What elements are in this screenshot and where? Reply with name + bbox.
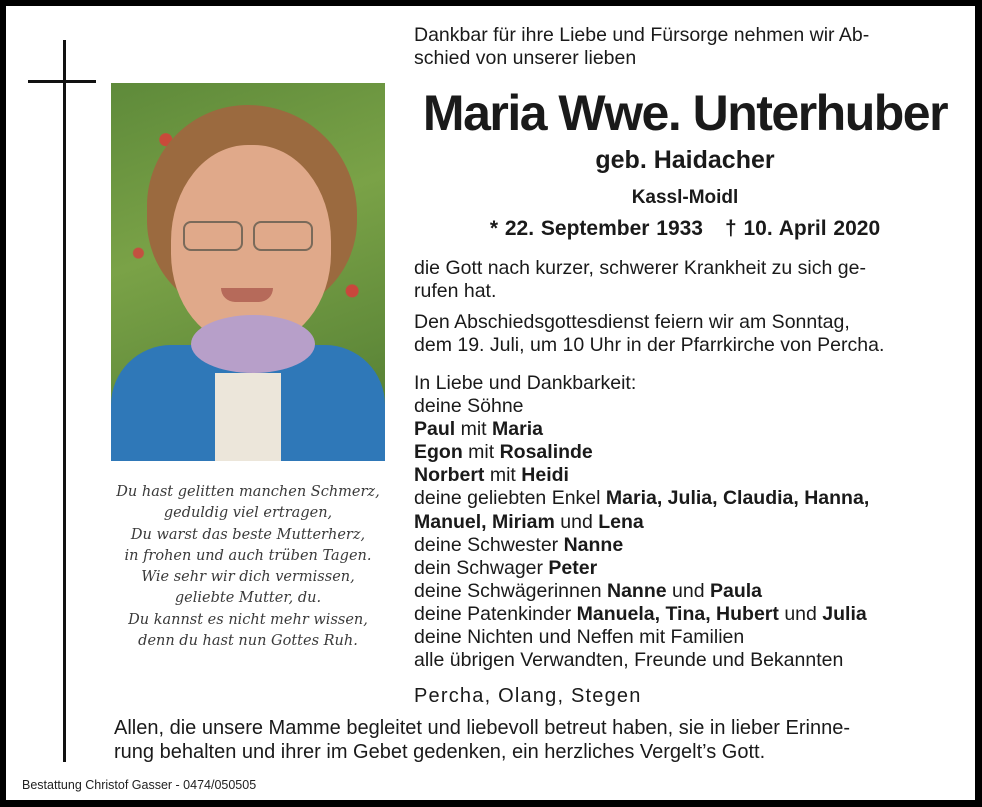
family-line: Manuel, Miriam und Lena [414, 510, 644, 533]
poem-line: denn du hast nun Gottes Ruh. [138, 633, 358, 650]
poem-line: Du kannst es nicht mehr wissen, [128, 611, 368, 628]
closing-text [114, 716, 956, 764]
family-line: alle übrigen Verwandten, Freunde und Bekannten [414, 649, 844, 672]
birth-date: * 22. September 1933 [489, 217, 703, 240]
sons-label: deine Söhne [414, 395, 524, 418]
family-line: Egon mit Rosalinde [414, 441, 593, 464]
obituary-card [6, 6, 975, 800]
poem-line: geliebte Mutter, du. [174, 590, 322, 607]
service-text [414, 311, 954, 357]
intro-line: Dankbar für ihre Liebe und Fürsorge nehmen wir Ab- [414, 24, 870, 46]
family-line: Norbert mit Heidi [414, 464, 569, 487]
maiden-name: geb. Haidacher [595, 146, 775, 174]
death-date: † 10. April 2020 [724, 217, 881, 240]
poem-line: Du hast gelitten manchen Schmerz, [116, 484, 380, 500]
family-line: deine Patenkinder Manuela, Tina, Hubert und Julia [414, 602, 867, 625]
funeral-home-footer: Bestattung Christof Gasser - 0474/050505 [22, 778, 257, 792]
family-line: dein Schwager Peter [414, 556, 598, 579]
poem-line: geduldig viel ertragen, [163, 505, 333, 522]
intro-line: schied von unserer lieben [414, 47, 637, 70]
text-line: rung behalten und ihrer im Gebet gedenken, ein herzliches Vergelt’s Gott. [114, 741, 766, 763]
poem-line: Wie sehr wir dich vermissen, [141, 569, 355, 586]
portrait-photo [111, 83, 385, 461]
called-home-text [414, 257, 954, 303]
family-line: deine Schwester Nanne [414, 533, 624, 556]
text-line: rufen hat. [414, 280, 497, 303]
deceased-name: Maria Wwe. Unterhuber [422, 85, 948, 141]
family-intro: In Liebe und Dankbarkeit: [414, 372, 637, 394]
family-line: Paul mit Maria [414, 418, 543, 441]
family-list [414, 372, 954, 672]
family-line: deine Nichten und Neffen mit Familien [414, 626, 745, 649]
text-line: dem 19. Juli, um 10 Uhr in der Pfarrkirche von Percha. [414, 334, 885, 357]
intro-text [414, 24, 954, 70]
family-line: deine geliebten Enkel Maria, Julia, Claudia, Hanna, [414, 487, 870, 510]
family-line: deine Schwägerinnen Nanne und Paula [414, 579, 763, 602]
house-name: Kassl-Moidl [631, 187, 739, 208]
poem-line: Du warst das beste Mutterherz, [130, 526, 366, 543]
cross-icon-crossbar [28, 80, 96, 83]
places: Percha, Olang, Stegen [414, 685, 642, 707]
life-dates [414, 216, 956, 242]
cross-icon [63, 40, 66, 762]
text-line: die Gott nach kurzer, schwerer Krankheit zu sich ge- [414, 257, 866, 279]
poem [98, 482, 398, 652]
text-line: Allen, die unsere Mamme begleitet und liebevoll betreut haben, sie in lieber Erinne- [114, 717, 850, 739]
text-line: Den Abschiedsgottesdienst feiern wir am Sonntag, [414, 311, 850, 333]
poem-line: in frohen und auch trüben Tagen. [124, 547, 372, 564]
